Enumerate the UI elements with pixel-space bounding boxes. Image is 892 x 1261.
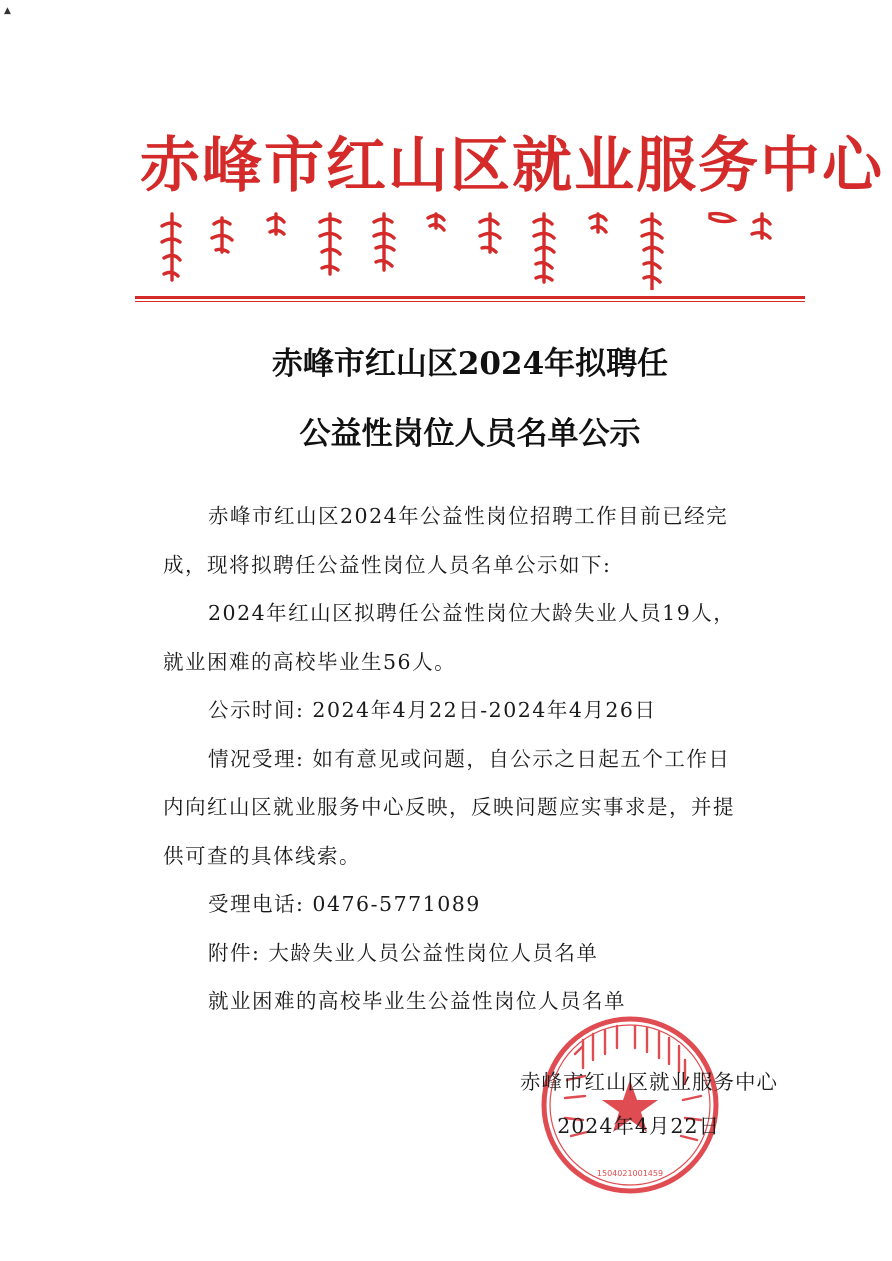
paragraph-period: 公示时间: 2024年4月22日-2024年4月26日 xyxy=(208,698,657,722)
paragraph-complaints: 情况受理: 如有意见或问题，自公示之日起五个工作日 xyxy=(208,746,731,771)
paragraph-phone: 受理电话: 0476-5771089 xyxy=(208,892,481,916)
paragraph-attachment-2: 就业困难的高校毕业生公益性岗位人员名单 xyxy=(208,989,626,1013)
seal-number: 1504021001459 xyxy=(596,1169,664,1178)
paragraph-complaints-end: 供可查的具体线索。 xyxy=(163,843,361,868)
paragraph-intro: 赤峰市红山区2024年公益性岗位招聘工作目前已经完 xyxy=(208,504,729,528)
document-body xyxy=(163,492,798,1026)
mongolian-script-icon xyxy=(150,208,780,290)
corner-mark-icon: ▲ xyxy=(4,6,11,16)
signature-block xyxy=(480,1060,800,1148)
signature-date: 2024年4月22日 xyxy=(557,1114,720,1138)
mongolian-script-logo xyxy=(150,208,780,290)
paragraph-count-cont: 就业困难的高校毕业生56人。 xyxy=(163,649,457,674)
letterhead-rule-thick xyxy=(135,296,805,299)
paragraph-attachment: 附件: 大龄失业人员公益性岗位人员名单 xyxy=(208,940,599,965)
paragraph-count: 2024年红山区拟聘任公益性岗位大龄失业人员19人， xyxy=(208,601,736,625)
paragraph-complaints-cont: 内向红山区就业服务中心反映，反映问题应实事求是，并提 xyxy=(163,795,735,819)
letterhead-rule-thin xyxy=(135,301,805,302)
document-title-line-1: 赤峰市红山区2024年拟聘任 xyxy=(271,346,669,382)
signature-org: 赤峰市红山区就业服务中心 xyxy=(520,1070,778,1094)
paragraph-intro-cont: 成，现将拟聘任公益性岗位人员名单公示如下: xyxy=(163,552,612,577)
document-title-line-2: 公益性岗位人员名单公示 xyxy=(299,416,641,452)
letterhead-title: 赤峰市红山区就业服务中心 xyxy=(140,131,884,201)
